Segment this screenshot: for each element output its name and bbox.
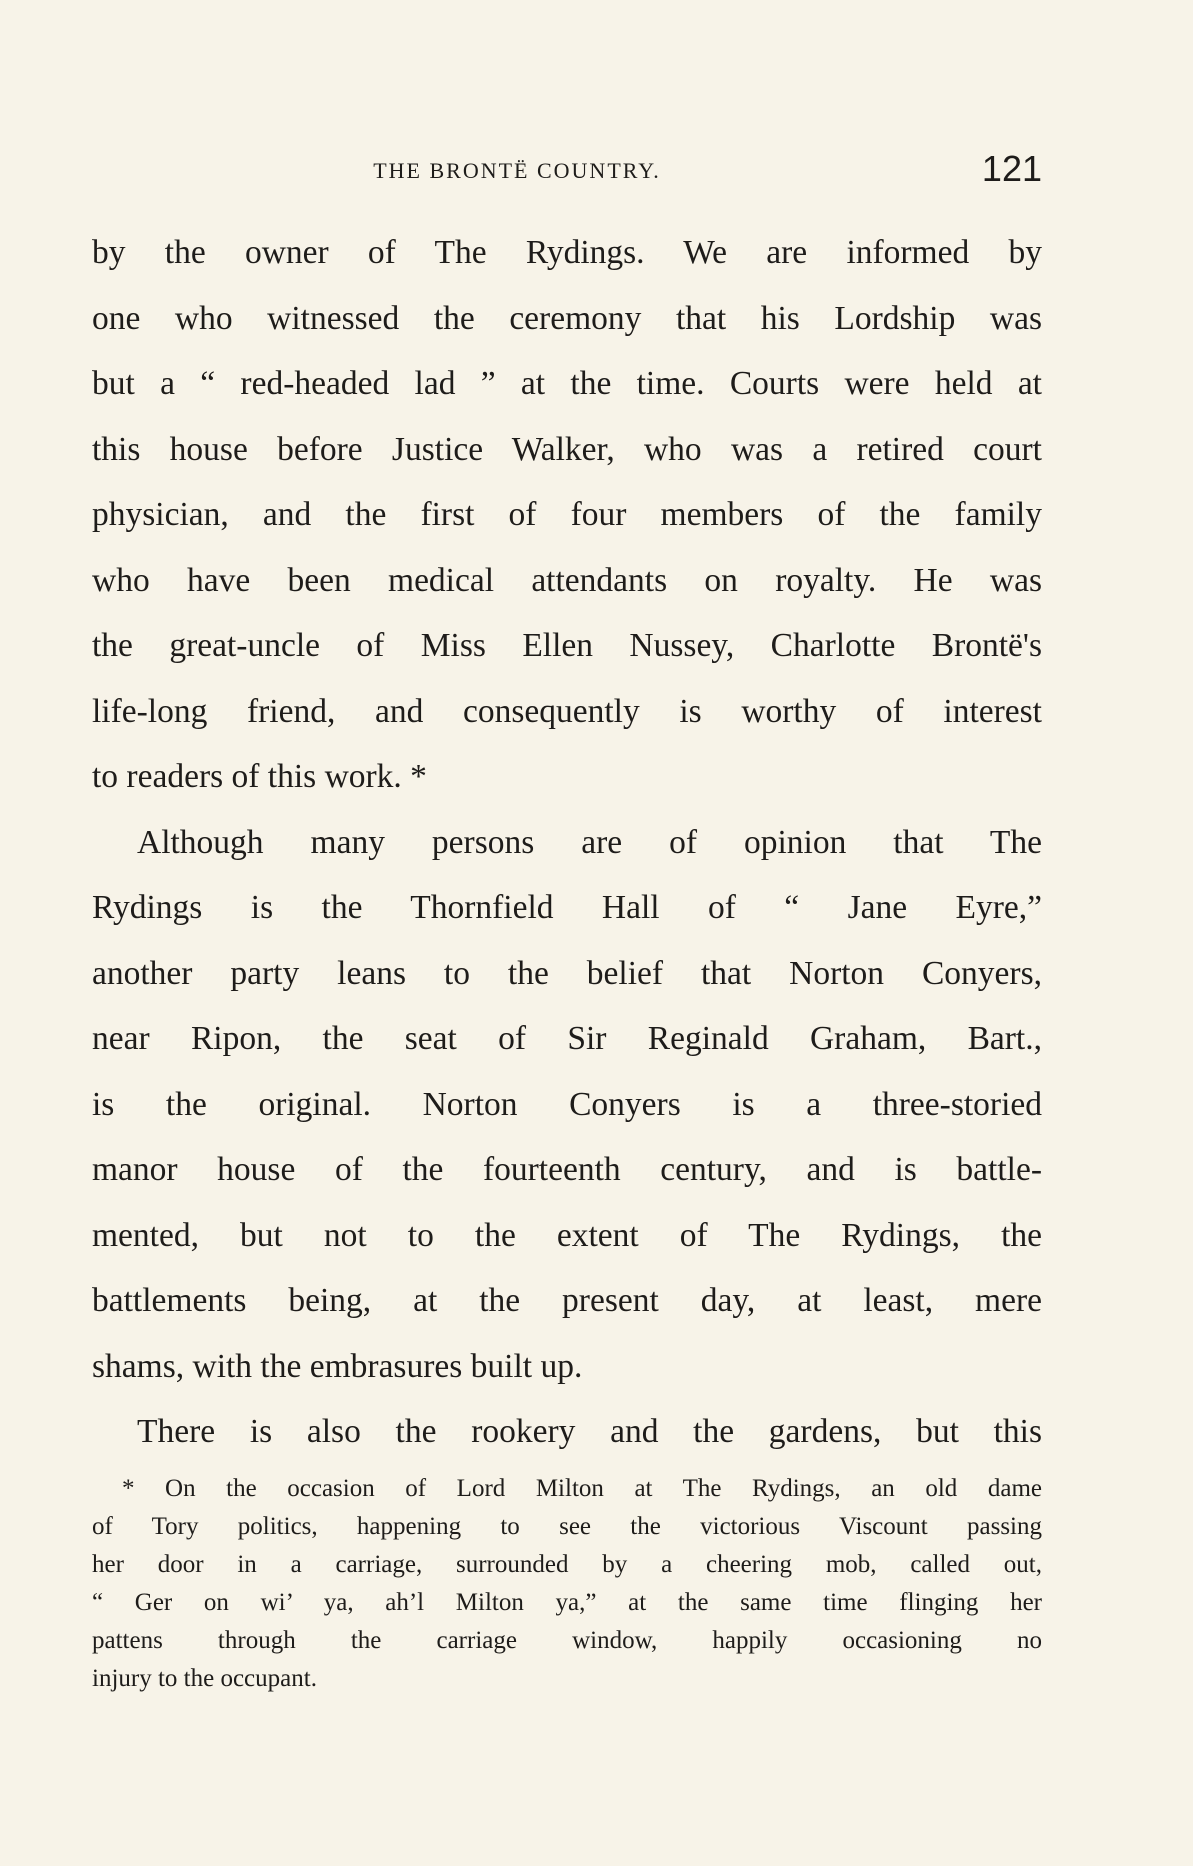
body-text (92, 220, 1042, 1465)
text-line: mented, but not to the extent of The Rydings, the (92, 1216, 1042, 1254)
text-line: Although many persons are of opinion that The (137, 823, 1042, 861)
text-line: shams, with the embrasures built up. (92, 1347, 583, 1385)
text-line: There is also the rookery and the gardens, but this (137, 1413, 1042, 1450)
footnote (92, 1470, 1042, 1698)
text-line: who have been medical attendants on royalty. He was (92, 561, 1042, 599)
text-line: manor house of the fourteenth century, and is battle- (92, 1151, 1042, 1188)
text-line: the great-uncle of Miss Ellen Nussey, Charlotte Brontë's (92, 627, 1042, 664)
footnote-line: her door in a carriage, surrounded by a cheering mob, called out, (92, 1551, 1042, 1578)
footnote-line: injury to the occupant. (92, 1665, 317, 1692)
text-line: this house before Justice Walker, who was a retired court (92, 430, 1042, 468)
text-line: one who witnessed the ceremony that his Lordship was (92, 299, 1042, 337)
text-line: but a “ red-headed lad ” at the time. Courts were held at (92, 365, 1042, 402)
text-line: another party leans to the belief that Norton Conyers, (92, 954, 1042, 992)
text-line: life-long friend, and consequently is worthy of interest (92, 692, 1042, 730)
page-number: 121 (981, 148, 1042, 189)
footnote-line: * On the occasion of Lord Milton at The Rydings, an old dame (122, 1475, 1042, 1502)
footnote-line: “ Ger on wi’ ya, ah’l Milton ya,” at the same time flinging her (92, 1589, 1042, 1616)
footnote-line: of Tory politics, happening to see the victorious Viscount passing (92, 1513, 1042, 1540)
text-line: to readers of this work. * (92, 758, 427, 795)
text-line: by the owner of The Rydings. We are informed by (92, 234, 1042, 271)
text-line: physician, and the first of four members of the family (92, 496, 1042, 533)
text-line: Rydings is the Thornfield Hall of “ Jane Eyre,” (92, 889, 1042, 926)
text-line: battlements being, at the present day, at least, mere (92, 1282, 1042, 1319)
text-line: near Ripon, the seat of Sir Reginald Graham, Bart., (92, 1020, 1042, 1057)
running-head (92, 148, 1042, 188)
running-title: THE BRONTË COUNTRY. (373, 158, 661, 183)
text-line: is the original. Norton Conyers is a three-storied (92, 1085, 1042, 1123)
footnote-line: pattens through the carriage window, happily occasioning no (92, 1627, 1042, 1654)
